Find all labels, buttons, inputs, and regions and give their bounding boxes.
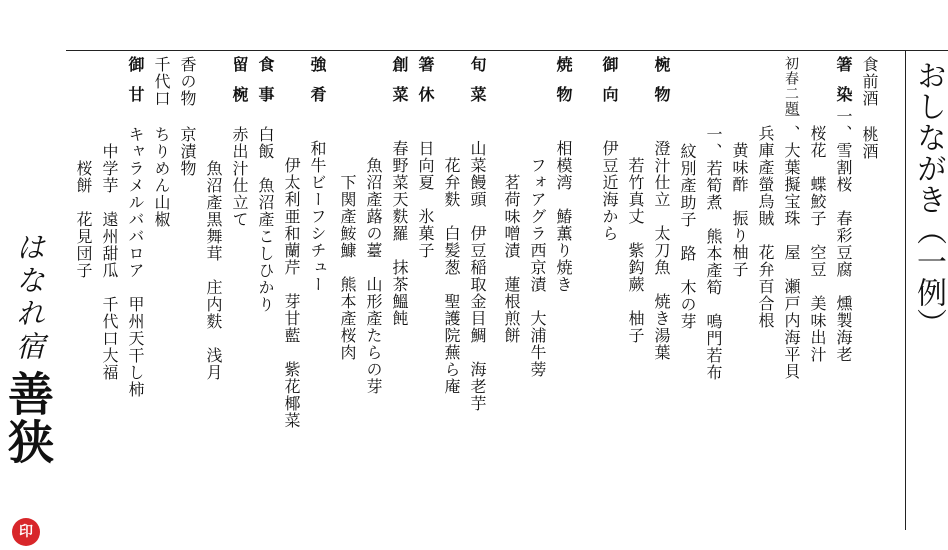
course-item-sousai-3: 下関產鮟鱇 熊本產桜肉 xyxy=(338,140,357,361)
course-name-okan: 御甘 xyxy=(126,56,145,116)
course-item-hatsuharu-4: 一、若筍煮 熊本產筍 鳴門若布 xyxy=(704,126,723,381)
course-item-kounomono-1: 京漬物 xyxy=(178,126,197,177)
course-item-hashiyasume-1: 日向夏 氷菓子 xyxy=(416,140,435,259)
course-item-yakimono-1: 相模湾 鰆薫り焼き xyxy=(554,140,573,293)
course-item-mukou-1: 伊豆近海から xyxy=(600,140,619,242)
course-name-hassun: 箸染 xyxy=(834,56,853,116)
course-item-sousai-2: 魚沼產蕗の薹 山形產たらの芽 xyxy=(364,140,383,395)
course-name-wan: 椀物 xyxy=(652,56,671,116)
course-item-shun-1: 山菜饅頭 伊豆稲取金目鯛 海老芋 xyxy=(468,140,487,412)
course-item-okan-1: キャラメルババロア 甲州天干し柿 xyxy=(126,126,145,398)
course-item-hatsuharu-3: 黄味酢 振り柚子 xyxy=(730,108,749,278)
course-name-kounomono: 香の物 xyxy=(178,56,197,107)
seal-stamp-icon: 印 xyxy=(12,518,40,546)
course-name-chiyoguchi: 千代口 xyxy=(152,56,171,107)
course-item-hassun-2: 桜花 蝶鮫子 空豆 美味出汁 xyxy=(808,108,827,363)
course-item-chiyoguchi-1: ちりめん山椒 xyxy=(152,126,171,228)
course-item-shun-2: 花弁麩 白髪葱 聖護院蕪ら庵 xyxy=(442,140,461,395)
brand-subtitle: はなれ宿 xyxy=(12,232,46,364)
course-item-shiizakana-1: 和牛ビーフシチュー xyxy=(308,140,327,293)
course-item-tomewan-2: 魚沼產黒舞茸 庄内麩 浅月 xyxy=(204,126,223,381)
course-name-yakimono: 焼物 xyxy=(554,56,573,116)
course-item-yakimono-2: フォアグラ西京漬 大浦牛蒡 xyxy=(528,140,547,378)
course-item-tomewan-1: 赤出汁仕立て xyxy=(230,126,249,228)
course-item-okan-3: 桜餅 花見団子 xyxy=(74,126,93,279)
course-item-okan-2: 中学芋 遠州甜瓜 千代口大福 xyxy=(100,126,119,381)
course-name-hashiyasume: 箸休 xyxy=(416,56,435,116)
course-item-hatsuharu-5: 紋別產助子 路 木の芽 xyxy=(678,126,697,330)
menu-title: おしながき（一例） xyxy=(911,60,946,339)
course-item-hatsuharu-2: 兵庫產螢烏賊 花弁百合根 xyxy=(756,108,775,329)
course-item-shokuzenshu-1: 桃酒 xyxy=(860,126,879,160)
course-item-wan-1: 澄汁仕立 太刀魚 焼き湯葉 xyxy=(652,140,671,361)
course-name-shun: 旬菜 xyxy=(468,56,487,116)
course-name-shokuji: 食事 xyxy=(256,56,275,116)
course-item-hassun-1: 一、雪割桜 春彩豆腐 燻製海老 xyxy=(834,108,853,363)
course-item-wan-2: 若竹真丈 紫鈎蕨 柚子 xyxy=(626,140,645,344)
course-item-yakimono-3: 茗荷味噌漬 蓮根煎餅 xyxy=(502,140,521,344)
course-name-sousai: 創菜 xyxy=(390,56,409,116)
course-item-shokuji-1: 白飯 魚沼產こしひかり xyxy=(256,126,275,313)
course-name-tomewan: 留椀 xyxy=(230,56,249,116)
course-item-hatsuharu-1: 一、大葉擬宝珠 屋 瀬戸内海平貝 xyxy=(782,108,801,380)
course-name-shokuzenshu: 食前酒 xyxy=(860,56,879,107)
course-name-shiizakana: 強肴 xyxy=(308,56,327,116)
brand-logo: 善狭 xyxy=(1,370,55,466)
title-divider xyxy=(905,51,906,530)
course-item-sousai-1: 春野菜天麩羅 抹茶鰮飩 xyxy=(390,140,409,327)
course-name-mukou: 御向 xyxy=(600,56,619,116)
top-rule xyxy=(66,50,948,51)
course-name-hatsuharu: 初春二題 xyxy=(783,56,799,116)
course-item-shiizakana-2: 伊太利亜和蘭芹 芽甘藍 紫花椰菜 xyxy=(282,140,301,429)
